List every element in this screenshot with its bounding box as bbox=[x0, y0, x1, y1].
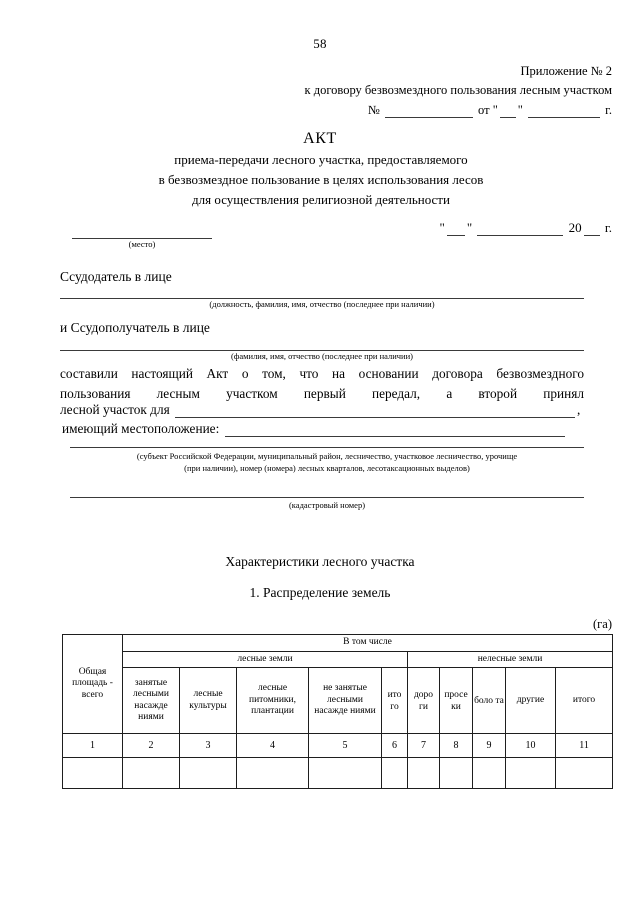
col-number-8: 8 bbox=[440, 734, 473, 758]
col-header-clearings: просе ки bbox=[440, 668, 473, 734]
act-month-blank[interactable] bbox=[477, 223, 563, 236]
cadastral-number-rule[interactable] bbox=[70, 497, 584, 498]
cell-clearings[interactable] bbox=[440, 758, 473, 789]
col-number-5: 5 bbox=[309, 734, 382, 758]
act-year-blank[interactable] bbox=[584, 223, 600, 236]
cell-not-occupied[interactable] bbox=[309, 758, 382, 789]
location-line bbox=[62, 421, 586, 437]
appendix-line-2: к договору безвозмездного пользования лесным участком bbox=[304, 83, 612, 97]
col-number-9: 9 bbox=[473, 734, 506, 758]
borrower-label: и Ссудополучатель в лице bbox=[60, 320, 210, 335]
section-1-heading: 1. Распределение земель bbox=[249, 585, 391, 600]
col-number-6: 6 bbox=[382, 734, 408, 758]
cell-nurseries[interactable] bbox=[237, 758, 309, 789]
purpose-blank[interactable] bbox=[175, 405, 575, 418]
lender-label: Ссудодатель в лице bbox=[60, 269, 172, 284]
characteristics-heading: Характеристики лесного участка bbox=[225, 554, 415, 569]
location-detail-rule[interactable] bbox=[70, 447, 584, 448]
table-header-row-3 bbox=[63, 668, 613, 734]
act-date-line bbox=[440, 220, 613, 236]
act-year-prefix: 20 bbox=[568, 220, 582, 235]
col-header-nonforest-total: итого bbox=[556, 668, 613, 734]
col-number-3: 3 bbox=[180, 734, 237, 758]
col-header-roads: доро ги bbox=[408, 668, 440, 734]
col-header-nurseries-plantations: лесные питомники, плантации bbox=[237, 668, 309, 734]
quote-open: " bbox=[492, 103, 498, 117]
col-total-area-header: Общая площадь - всего bbox=[63, 635, 123, 734]
group-header-nonforest-lands: нелесные земли bbox=[408, 651, 613, 668]
cell-nonforest-total[interactable] bbox=[556, 758, 613, 789]
land-distribution-table bbox=[62, 634, 613, 789]
act-quote-close: " bbox=[466, 220, 473, 235]
col-number-2: 2 bbox=[123, 734, 180, 758]
appendix-line-1: Приложение № 2 bbox=[520, 64, 612, 78]
contract-number-label: № bbox=[367, 103, 380, 117]
table-header-row-1 bbox=[63, 635, 613, 652]
group-header-including: В том числе bbox=[123, 635, 613, 652]
col-number-4: 4 bbox=[237, 734, 309, 758]
col-number-10: 10 bbox=[506, 734, 556, 758]
col-header-swamps: боло та bbox=[473, 668, 506, 734]
table-header-row-2 bbox=[63, 651, 613, 668]
subtitle-line-1: приема-передачи лесного участка, предоставляемого bbox=[174, 152, 468, 167]
col-number-1: 1 bbox=[63, 734, 123, 758]
table-row bbox=[63, 758, 613, 789]
units-label: (га) bbox=[592, 617, 612, 631]
cell-forest-total[interactable] bbox=[382, 758, 408, 789]
document-title: АКТ bbox=[303, 130, 337, 147]
lender-caption: (должность, фамилия, имя, отчество (последнее при наличии) bbox=[209, 299, 435, 309]
contract-month-blank[interactable] bbox=[528, 105, 600, 118]
appendix-reference bbox=[305, 62, 612, 100]
location-caption-line-2: (при наличии), номер (номера) лесных кварталов, лесотаксационных выделов) bbox=[184, 463, 470, 473]
document-subtitle bbox=[58, 150, 584, 210]
col-number-7: 7 bbox=[408, 734, 440, 758]
col-header-not-occupied-by-stands: не занятые лесными насажде ниями bbox=[309, 668, 382, 734]
page-number: 58 bbox=[313, 36, 327, 51]
body-paragraph-line-1: составили настоящий Акт о том, что на основании договора безвозмездного bbox=[60, 366, 584, 381]
col-header-forest-cultures: лесные культуры bbox=[180, 668, 237, 734]
body-paragraph bbox=[60, 364, 584, 403]
col-number-11: 11 bbox=[556, 734, 613, 758]
act-quote-open: " bbox=[439, 220, 445, 235]
cell-total-area[interactable] bbox=[63, 758, 123, 789]
col-header-forest-total: ито го bbox=[382, 668, 408, 734]
act-year-suffix: г. bbox=[604, 220, 612, 235]
subtitle-line-2: в безвозмездное пользование в целях использования лесов bbox=[158, 172, 484, 187]
from-label: от bbox=[478, 103, 490, 117]
borrower-caption: (фамилия, имя, отчество (последнее при наличии) bbox=[231, 351, 413, 361]
cell-swamps[interactable] bbox=[473, 758, 506, 789]
cell-occupied-stands[interactable] bbox=[123, 758, 180, 789]
col-header-other: другие bbox=[506, 668, 556, 734]
cadastral-number-caption: (кадастровый номер) bbox=[288, 500, 366, 510]
group-header-forest-lands: лесные земли bbox=[123, 651, 408, 668]
place-caption: (место) bbox=[128, 239, 156, 249]
table-numbering-row bbox=[63, 734, 613, 758]
location-blank[interactable] bbox=[225, 424, 565, 437]
location-label: имеющий местоположение: bbox=[62, 421, 220, 436]
appendix-number-date-line bbox=[368, 103, 612, 118]
purpose-comma: , bbox=[577, 402, 581, 417]
cell-forest-cultures[interactable] bbox=[180, 758, 237, 789]
body-paragraph-line-2: пользования лесным участком первый передал, а второй принял bbox=[60, 385, 584, 401]
location-caption-line-1: (субъект Российской Федерации, муниципальный район, лесничество, участковое лесничество, урочище bbox=[136, 451, 518, 461]
contract-number-blank[interactable] bbox=[385, 105, 473, 118]
purpose-label: лесной участок для bbox=[60, 402, 170, 417]
contract-day-blank[interactable] bbox=[500, 105, 516, 118]
cell-roads[interactable] bbox=[408, 758, 440, 789]
col-header-occupied-by-stands: занятые лесными насажде ниями bbox=[123, 668, 180, 734]
purpose-line bbox=[60, 402, 584, 418]
quote-close: " bbox=[517, 103, 523, 117]
act-day-blank[interactable] bbox=[447, 223, 465, 236]
subtitle-line-3: для осуществления религиозной деятельности bbox=[192, 192, 450, 207]
year-suffix: г. bbox=[605, 103, 612, 117]
cell-other[interactable] bbox=[506, 758, 556, 789]
location-caption bbox=[70, 450, 584, 474]
